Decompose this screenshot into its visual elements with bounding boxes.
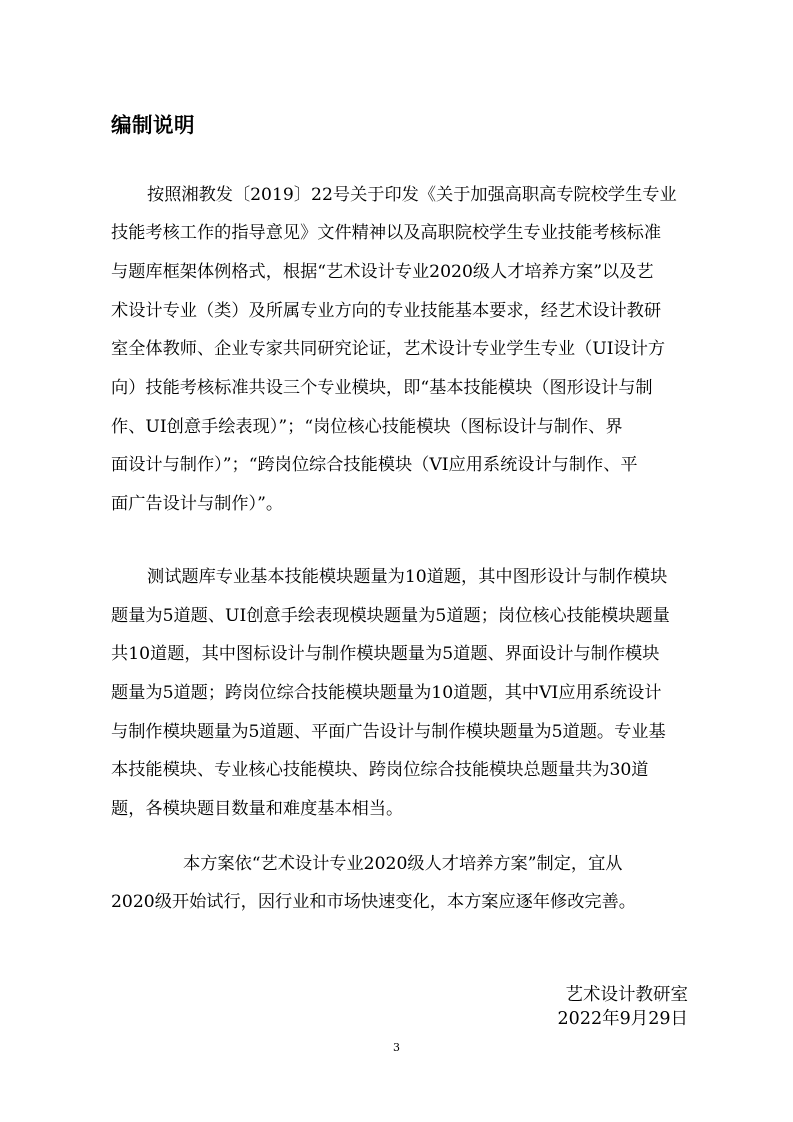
paragraph-line: 向）技能考核标准共设三个专业模块，即“基本技能模块（图形设计与制	[111, 378, 653, 398]
paragraph-line: 室全体教师、企业专家共同研究论证，艺术设计专业学生专业（UI设计方	[111, 339, 666, 359]
paragraph-line: 按照湘教发〔2019〕22号关于印发《关于加强高职高专院校学生专业	[147, 185, 677, 205]
paragraph-line: 题量为5道题；跨岗位综合技能模块题量为10道题，其中VI应用系统设计	[111, 683, 662, 703]
paragraph-line: 本方案依“艺术设计专业2020级人才培养方案”制定，宜从	[183, 854, 623, 874]
paragraph-line: 共10道题，其中图标设计与制作模块题量为5道题、界面设计与制作模块	[111, 644, 660, 664]
section-heading: 编制说明	[111, 113, 195, 137]
paragraph-line: 技能考核工作的指导意见》文件精神以及高职院校学生专业技能考核标准	[111, 223, 662, 243]
paragraph-line: 测试题库专业基本技能模块题量为10道题，其中图形设计与制作模块	[147, 567, 668, 587]
paragraph-line: 本技能模块、专业核心技能模块、跨岗位综合技能模块总题量共为30道	[111, 760, 649, 780]
signature-date: 2022年9月29日	[557, 1009, 688, 1029]
paragraph-line: 题，各模块题目数量和难度基本相当。	[111, 799, 404, 819]
page-number: 3	[393, 1041, 400, 1054]
paragraph-line: 面广告设计与制作）”。	[111, 494, 284, 514]
paragraph-line: 2020级开始试行，因行业和市场快速变化，本方案应逐年修改完善。	[111, 892, 636, 912]
paragraph-line: 题量为5道题、UI创意手绘表现模块题量为5道题；岗位核心技能模块题量	[111, 606, 670, 626]
paragraph-line: 术设计专业（类）及所属专业方向的专业技能基本要求，经艺术设计教研	[111, 301, 662, 321]
paragraph-line: 与题库框架体例格式，根据“艺术设计专业2020级人才培养方案”以及艺	[111, 262, 654, 282]
paragraph-line: 与制作模块题量为5道题、平面广告设计与制作模块题量为5道题。专业基	[111, 722, 666, 742]
signature-office: 艺术设计教研室	[565, 985, 688, 1005]
paragraph-line: 面设计与制作）”；“跨岗位综合技能模块（VI应用系统设计与制作、平	[111, 455, 638, 475]
paragraph-line: 作、UI创意手绘表现）”；“岗位核心技能模块（图标设计与制作、界	[111, 417, 623, 437]
